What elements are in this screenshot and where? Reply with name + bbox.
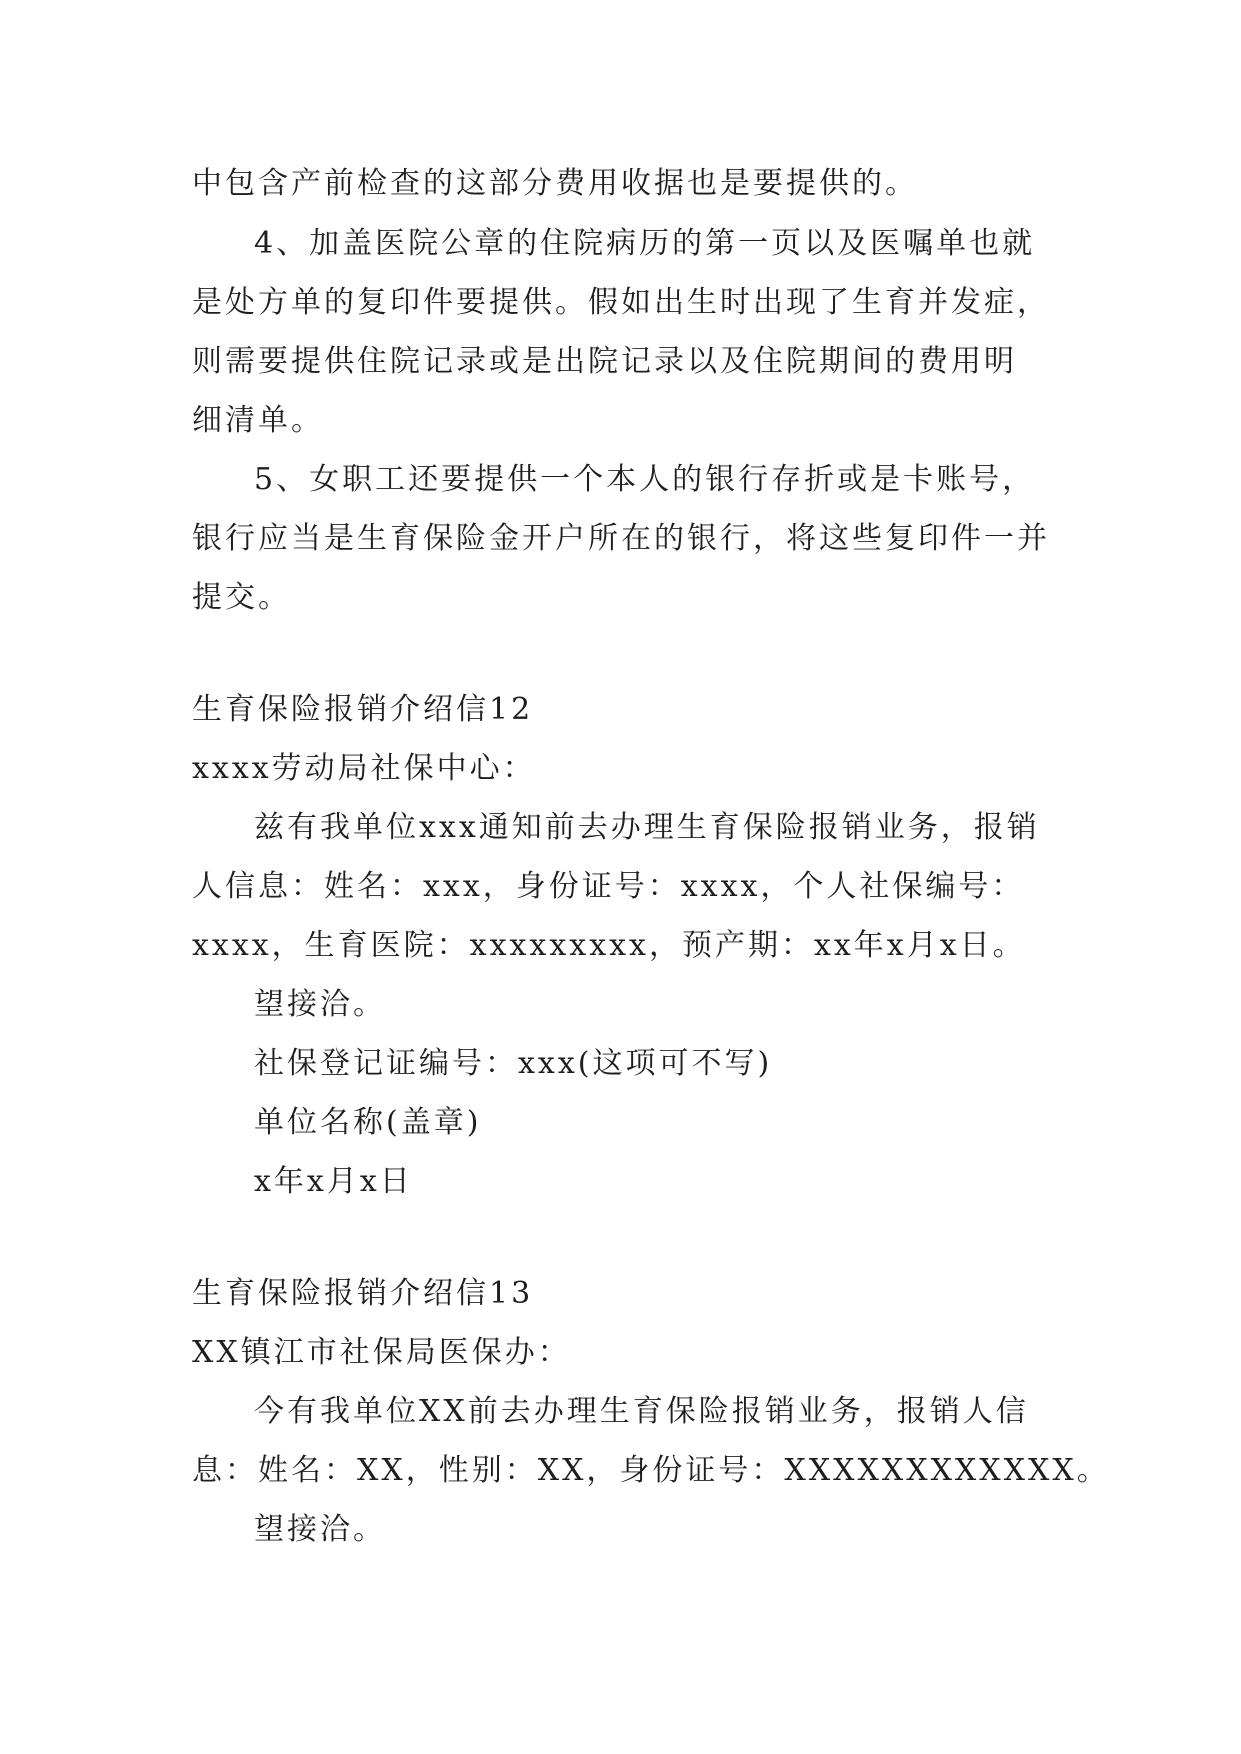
letter-addressee: XX镇江市社保局医保办： bbox=[192, 1335, 571, 1370]
paragraph-line: xxxx，生育医院：xxxxxxxxx，预产期：xx年x月x日。 bbox=[192, 928, 1026, 963]
signature-unit: 单位名称(盖章) bbox=[254, 1105, 482, 1140]
paragraph-line: 望接洽。 bbox=[254, 987, 386, 1022]
paragraph-line: 今有我单位XX前去办理生育保险报销业务，报销人信 bbox=[254, 1394, 1029, 1429]
paragraph-line: 人信息：姓名：xxx，身份证号：xxxx，个人社保编号： bbox=[192, 869, 1025, 904]
paragraph-line: 息：姓名：XX，性别：XX，身份证号：XXXXXXXXXXXX。 bbox=[192, 1453, 1110, 1488]
paragraph-line: 是处方单的复印件要提供。假如出生时出现了生育并发症， bbox=[192, 285, 1050, 320]
signature-date: x年x月x日 bbox=[254, 1164, 413, 1199]
paragraph-line: 银行应当是生育保险金开户所在的银行，将这些复印件一并 bbox=[192, 521, 1050, 556]
paragraph-line: 则需要提供住院记录或是出院记录以及住院期间的费用明 bbox=[192, 344, 1017, 379]
section-title: 生育保险报销介绍信13 bbox=[192, 1276, 534, 1311]
paragraph-line: 5、女职工还要提供一个本人的银行存折或是卡账号， bbox=[254, 462, 1036, 497]
paragraph-line: 提交。 bbox=[192, 580, 291, 615]
section-title: 生育保险报销介绍信12 bbox=[192, 692, 534, 727]
paragraph-line: 望接洽。 bbox=[254, 1512, 386, 1547]
paragraph-line: 兹有我单位xxx通知前去办理生育保险报销业务，报销 bbox=[254, 810, 1040, 845]
paragraph-line: 细清单。 bbox=[192, 403, 324, 438]
paragraph-line: 中包含产前检查的这部分费用收据也是要提供的。 bbox=[192, 166, 918, 201]
letter-addressee: xxxx劳动局社保中心： bbox=[192, 751, 536, 786]
paragraph-line: 4、加盖医院公章的住院病历的第一页以及医嘱单也就 bbox=[254, 226, 1036, 261]
paragraph-line: 社保登记证编号：xxx(这项可不写) bbox=[254, 1046, 773, 1081]
